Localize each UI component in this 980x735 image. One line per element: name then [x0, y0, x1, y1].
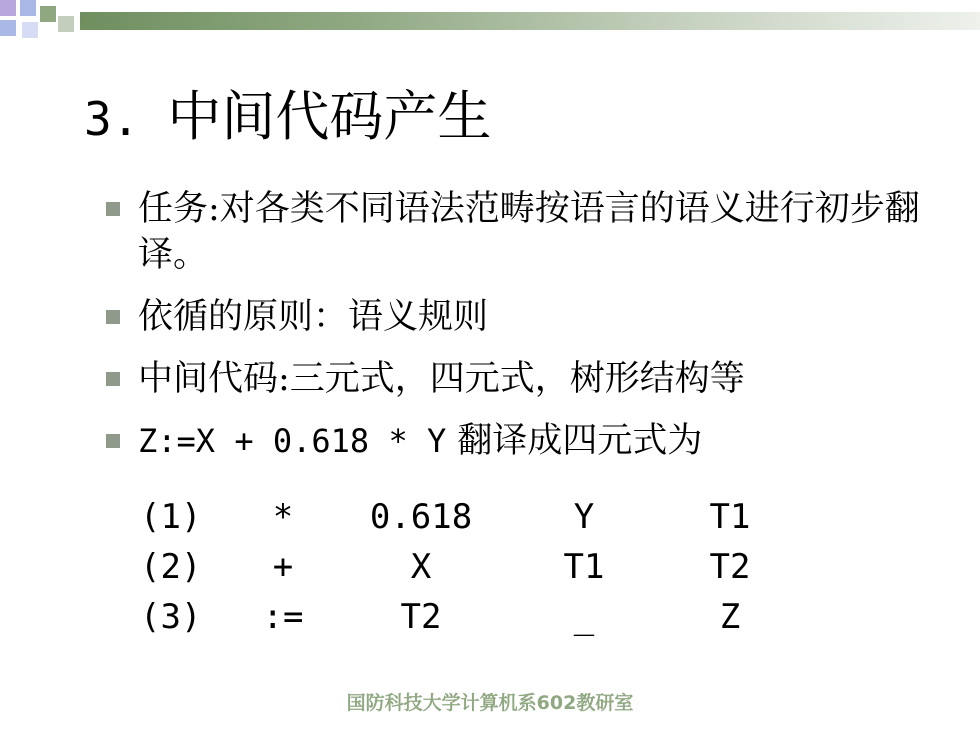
corner-square-icon	[22, 22, 38, 38]
bullet-item	[104, 294, 944, 340]
bullet-expression: Z:=X + 0.618 * Y	[138, 422, 447, 460]
slide-footer: 国防科技大学计算机系602教研室	[346, 692, 634, 714]
quad-arg2: T1	[563, 547, 605, 587]
header-decoration	[0, 0, 980, 50]
square-bullet-icon	[106, 372, 120, 386]
bullet-item	[104, 356, 944, 402]
corner-square-icon	[20, 0, 36, 16]
bullet-list	[104, 186, 944, 480]
quad-result: T2	[709, 547, 751, 587]
corner-square-icon	[58, 16, 74, 32]
quad-result: T1	[709, 497, 751, 537]
header-gradient-bar	[80, 12, 980, 30]
square-bullet-icon	[106, 202, 120, 216]
quad-result: Z	[719, 597, 741, 637]
corner-square-icon	[0, 0, 16, 16]
quad-number: (3)	[140, 597, 202, 637]
quad-arg2: _	[573, 597, 595, 637]
quad-number: (1)	[140, 497, 202, 537]
square-bullet-icon	[106, 310, 120, 324]
bullet-item	[104, 186, 944, 278]
bullet-text: 依循的原则：语义规则	[138, 297, 489, 337]
quad-number: (2)	[140, 547, 202, 587]
corner-square-icon	[0, 20, 16, 36]
quad-arg2: Y	[573, 497, 595, 537]
quad-arg1: 0.618	[369, 497, 473, 537]
bullet-item	[104, 418, 944, 464]
quad-arg1: T2	[400, 597, 442, 637]
bullet-text: 任务:对各类不同语法范畴按语言的语义进行初步翻译。	[138, 189, 920, 275]
quad-operator: +	[272, 547, 294, 587]
slide-title	[84, 82, 491, 154]
title-text: 中间代码产生	[167, 85, 492, 148]
square-bullet-icon	[106, 434, 120, 448]
corner-square-icon	[40, 6, 56, 22]
quad-operator: :=	[262, 597, 304, 637]
quad-operator: *	[272, 497, 294, 537]
bullet-text: 中间代码:三元式，四元式，树形结构等	[138, 359, 745, 399]
title-number: 3.	[84, 92, 140, 146]
bullet-text: 翻译成四元式为	[446, 421, 703, 461]
quad-arg1: X	[410, 547, 432, 587]
